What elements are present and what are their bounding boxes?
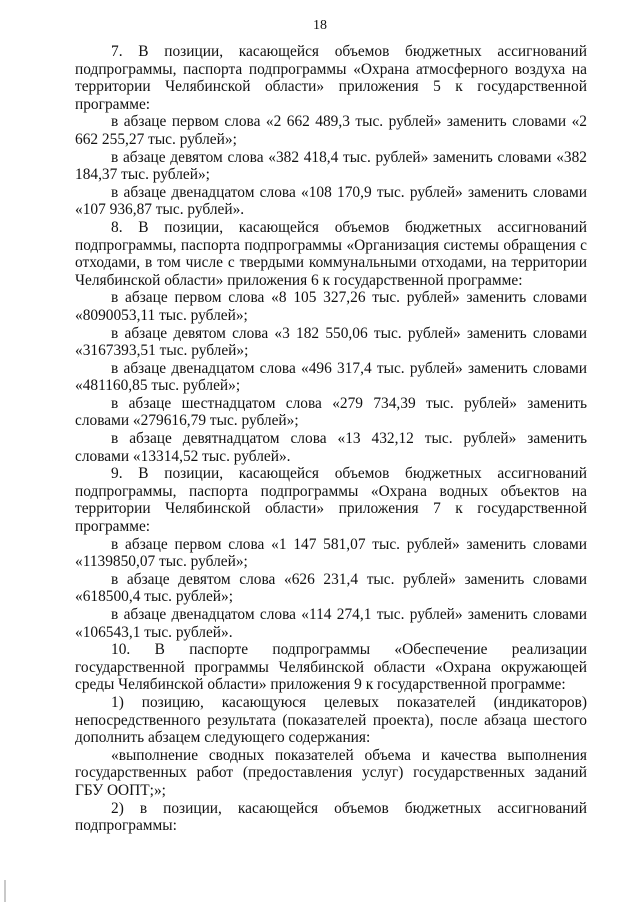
paragraph-amendment: в абзаце девятом слова «626 231,4 тыс. рублей» заменить словами «618500,4 тыс. рублей»;: [75, 570, 587, 606]
paragraph-quoted-text: «выполнение сводных показателей объема и качества выполнения государственных работ (предоставления услуг) государственных заданий ГБУ ООПТ;»;: [75, 746, 587, 799]
paragraph-item-7: 7. В позиции, касающейся объемов бюджетных ассигнований подпрограммы, паспорта подпрограммы «Охрана атмосферного воздуха на территории Челябинской области» приложения 5 к государственной программе:: [75, 43, 587, 113]
paragraph-amendment: в абзаце первом слова «1 147 581,07 тыс. рублей» заменить словами «1139850,07 тыс. рублей»;: [75, 535, 587, 571]
page-number: 18: [313, 18, 327, 33]
paragraph-amendment: в абзаце первом слова «2 662 489,3 тыс. рублей» заменить словами «2 662 255,27 тыс. рублей»;: [75, 113, 587, 148]
paragraph-item-9: 9. В позиции, касающейся объемов бюджетных ассигнований подпрограммы, паспорта подпрограммы «Охрана водных объектов на территории Челябинской области» приложения 7 к государственной программе:: [75, 465, 587, 536]
paragraph-amendment: в абзаце первом слова «8 105 327,26 тыс. рублей» заменить словами «8090053,11 тыс. рублей»;: [75, 289, 587, 324]
paragraph-amendment: в абзаце двенадцатом слова «114 274,1 тыс. рублей» заменить словами «106543,1 тыс. рублей».: [75, 606, 587, 641]
paragraph-subitem-2: 2) в позиции, касающейся объемов бюджетных ассигнований подпрограммы:: [75, 799, 587, 835]
paragraph-item-8: 8. В позиции, касающейся объемов бюджетных ассигнований подпрограммы, паспорта подпрограммы «Организация системы обращения с отходами, в том числе с твердыми коммунальными отходами, на территории Челябинской области» приложения 6 к государственной программе:: [75, 218, 587, 289]
paragraph-amendment: в абзаце шестнадцатом слова «279 734,39 тыс. рублей» заменить словами «279616,79 тыс. рублей»;: [75, 394, 587, 430]
document-body: [75, 43, 587, 835]
paragraph-item-10: 10. В паспорте подпрограммы «Обеспечение реализации государственной программы Челябинской области «Охрана окружающей среды Челябинской области» приложения 9 к государственной программе:: [75, 641, 587, 694]
paragraph-amendment: в абзаце девятом слова «382 418,4 тыс. рублей» заменить словами «382 184,37 тыс. рублей»;: [75, 148, 587, 184]
paragraph-amendment: в абзаце двенадцатом слова «108 170,9 тыс. рублей» заменить словами «107 936,87 тыс. рублей».: [75, 183, 587, 219]
paragraph-amendment: в абзаце двенадцатом слова «496 317,4 тыс. рублей» заменить словами «481160,85 тыс. рублей»;: [75, 359, 587, 395]
scan-edge-mark: [4, 880, 6, 902]
paragraph-amendment: в абзаце девятом слова «3 182 550,06 тыс. рублей» заменить словами «3167393,51 тыс. рублей»;: [75, 324, 587, 360]
paragraph-subitem-1: 1) позицию, касающуюся целевых показателей (индикаторов) непосредственного результата (показателей проекта), после абзаца шестого дополнить абзацем следующего содержания:: [75, 693, 587, 747]
paragraph-amendment: в абзаце девятнадцатом слова «13 432,12 тыс. рублей» заменить словами «13314,52 тыс. рублей».: [75, 430, 587, 465]
